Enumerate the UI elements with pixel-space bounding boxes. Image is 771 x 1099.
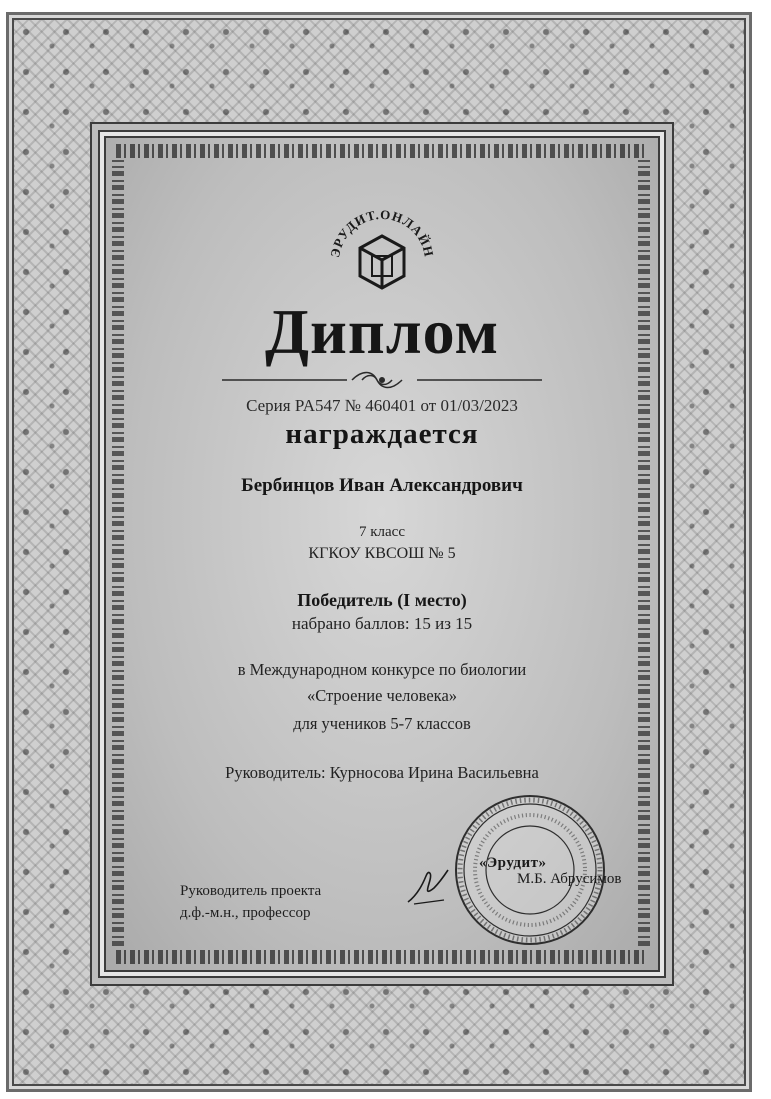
- project-lead-title: Руководитель проекта: [180, 883, 322, 899]
- contest-title: «Строение человека»: [306, 686, 458, 705]
- stamp-name: «Эрудит»: [479, 855, 547, 871]
- erudit-logo-icon: [327, 192, 437, 302]
- award-place: Победитель (I место): [297, 590, 467, 610]
- svg-text:ЭРУДИТ.ОНЛАЙН: [327, 207, 437, 259]
- ornament-band-bottom: [116, 950, 648, 964]
- signature-icon: [404, 862, 452, 910]
- diploma-title: Диплом: [264, 296, 500, 367]
- contest-description: в Международном конкурсе по биологии: [237, 660, 527, 679]
- project-lead-block: [180, 880, 321, 924]
- ornament-divider-icon: [212, 368, 552, 392]
- recipient-name: Бербинцов Иван Александрович: [241, 475, 523, 496]
- recipient-grade: 7 класс: [359, 524, 405, 540]
- series-number: Серия PA547 № 460401 от 01/03/2023: [246, 396, 518, 415]
- logo-text: ЭРУДИТ.ОНЛАЙН: [327, 206, 437, 259]
- ornament-band-top: [116, 144, 648, 158]
- recipient-school: КГКОУ КВСОШ № 5: [308, 545, 456, 562]
- project-lead-degree: д.ф.-м.н., профессор: [180, 905, 311, 921]
- award-score: набрано баллов: 15 из 15: [291, 614, 473, 633]
- awarded-heading: награждается: [285, 418, 479, 450]
- director-name: М.Б. Абрусимов: [517, 871, 622, 887]
- supervisor-name: Руководитель: Курносова Ирина Васильевна: [225, 763, 539, 782]
- contest-audience: для учеников 5-7 классов: [293, 714, 471, 733]
